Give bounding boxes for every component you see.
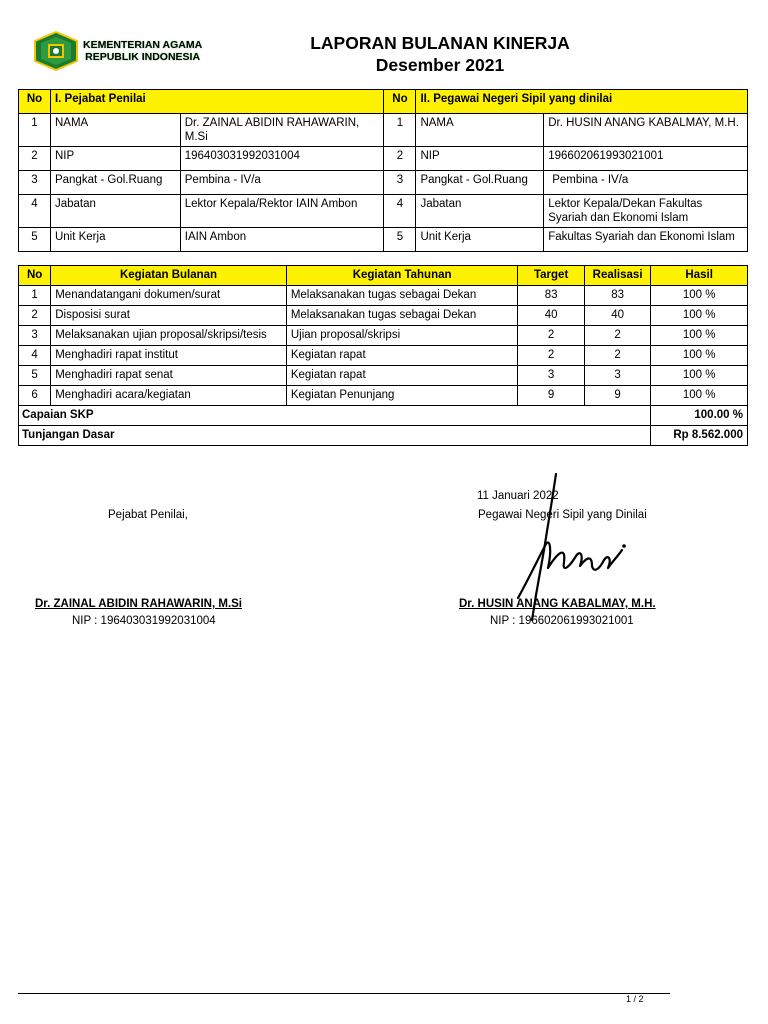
table-row: [19, 306, 748, 326]
col-pegawai-dinilai: II. Pegawai Negeri Sipil yang dinilai: [416, 90, 748, 114]
col-no: No: [19, 90, 51, 114]
hasil: 100 %: [651, 386, 748, 406]
kegiatan-bulanan: Menandatangani dokumen/surat: [51, 286, 287, 306]
kegiatan-bulanan: Menghadiri rapat institut: [51, 346, 287, 366]
row-no: 2: [19, 147, 51, 171]
col-no: No: [19, 266, 51, 286]
row-no: 3: [19, 171, 51, 195]
hasil: 100 %: [651, 346, 748, 366]
col-kegiatan-bulanan: Kegiatan Bulanan: [51, 266, 287, 286]
capaian-skp-value: 100.00 %: [651, 406, 748, 426]
row-no: 3: [19, 326, 51, 346]
pegawai-nip: NIP : 196602061993021001: [490, 615, 634, 627]
row-label: Jabatan: [50, 195, 180, 228]
title-line1: LAPORAN BULANAN KINERJA: [310, 33, 570, 53]
activities-table: [18, 265, 748, 446]
tunjangan-dasar-row: [19, 426, 748, 446]
target: 3: [518, 366, 584, 386]
col-target: Target: [518, 266, 584, 286]
pegawai-value: Fakultas Syariah dan Ekonomi Islam: [544, 228, 748, 252]
kegiatan-bulanan: Melaksanakan ujian proposal/skripsi/tesis: [51, 326, 287, 346]
row-label: Unit Kerja: [416, 228, 544, 252]
row-label: Unit Kerja: [50, 228, 180, 252]
row-no: 5: [384, 228, 416, 252]
kegiatan-tahunan: Melaksanakan tugas sebagai Dekan: [286, 306, 518, 326]
penilai-nip: NIP : 196403031992031004: [72, 615, 216, 627]
row-label: NAMA: [416, 114, 544, 147]
hasil: 100 %: [651, 286, 748, 306]
row-label: NIP: [50, 147, 180, 171]
row-label: NAMA: [50, 114, 180, 147]
row-no: 5: [19, 228, 51, 252]
pegawai-value: Pembina - IV/a: [544, 171, 748, 195]
kegiatan-tahunan: Kegiatan rapat: [286, 366, 518, 386]
table-row: [19, 346, 748, 366]
table-row: [19, 228, 748, 252]
page-number: 1 / 2: [626, 994, 644, 1004]
kegiatan-tahunan: Kegiatan rapat: [286, 346, 518, 366]
table-row: [19, 386, 748, 406]
penilai-name: Dr. ZAINAL ABIDIN RAHAWARIN, M.Si: [35, 598, 243, 610]
penilai-value: Dr. ZAINAL ABIDIN RAHAWARIN, M.Si: [180, 114, 384, 147]
table-row: [19, 366, 748, 386]
realisasi: 2: [584, 326, 650, 346]
hasil: 100 %: [651, 306, 748, 326]
realisasi: 2: [584, 346, 650, 366]
tunjangan-dasar-value: Rp 8.562.000: [651, 426, 748, 446]
ministry-logo: [33, 31, 79, 71]
pegawai-value: Lektor Kepala/Dekan Fakultas Syariah dan Ekonomi Islam: [544, 195, 748, 228]
table-row: [19, 114, 748, 147]
col-kegiatan-tahunan: Kegiatan Tahunan: [286, 266, 518, 286]
kegiatan-bulanan: Disposisi surat: [51, 306, 287, 326]
penilai-value: IAIN Ambon: [180, 228, 384, 252]
ministry-name: [83, 39, 202, 63]
realisasi: 9: [584, 386, 650, 406]
realisasi: 3: [584, 366, 650, 386]
footer-divider: [18, 993, 670, 994]
penilai-value: Pembina - IV/a: [180, 171, 384, 195]
col-hasil: Hasil: [651, 266, 748, 286]
table-row: [19, 286, 748, 306]
kegiatan-tahunan: Melaksanakan tugas sebagai Dekan: [286, 286, 518, 306]
row-no: 3: [384, 171, 416, 195]
row-no: 4: [384, 195, 416, 228]
target: 2: [518, 326, 584, 346]
row-label: NIP: [416, 147, 544, 171]
kegiatan-bulanan: Menghadiri rapat senat: [51, 366, 287, 386]
pegawai-value: Dr. HUSIN ANANG KABALMAY, M.H.: [544, 114, 748, 147]
pegawai-value: 196602061993021001: [544, 147, 748, 171]
realisasi: 40: [584, 306, 650, 326]
target: 40: [518, 306, 584, 326]
penilai-value: 196403031992031004: [180, 147, 384, 171]
table-row: [19, 195, 748, 228]
row-no: 4: [19, 346, 51, 366]
table-row: [19, 326, 748, 346]
report-title: [240, 32, 640, 76]
penilai-value: Lektor Kepala/Rektor IAIN Ambon: [180, 195, 384, 228]
tunjangan-dasar-label: Tunjangan Dasar: [19, 426, 651, 446]
target: 2: [518, 346, 584, 366]
table-row: [19, 171, 748, 195]
row-no: 2: [384, 147, 416, 171]
officials-table-header: [19, 90, 748, 114]
row-no: 6: [19, 386, 51, 406]
activities-table-header: [19, 266, 748, 286]
col-pejabat-penilai: I. Pejabat Penilai: [50, 90, 384, 114]
row-label: Pangkat - Gol.Ruang: [50, 171, 180, 195]
capaian-skp-row: [19, 406, 748, 426]
row-label: Jabatan: [416, 195, 544, 228]
pegawai-name: Dr. HUSIN ANANG KABALMAY, M.H.: [459, 598, 656, 610]
kegiatan-bulanan: Menghadiri acara/kegiatan: [51, 386, 287, 406]
capaian-skp-label: Capaian SKP: [19, 406, 651, 426]
target: 83: [518, 286, 584, 306]
hasil: 100 %: [651, 366, 748, 386]
kegiatan-tahunan: Kegiatan Penunjang: [286, 386, 518, 406]
officials-table: [18, 89, 748, 252]
row-label: Pangkat - Gol.Ruang: [416, 171, 544, 195]
row-no: 5: [19, 366, 51, 386]
row-no: 1: [19, 114, 51, 147]
kegiatan-tahunan: Ujian proposal/skripsi: [286, 326, 518, 346]
ministry-line1: KEMENTERIAN AGAMA: [83, 39, 203, 51]
table-row: [19, 147, 748, 171]
pegawai-role: Pegawai Negeri Sipil yang Dinilai: [478, 509, 647, 521]
row-no: 2: [19, 306, 51, 326]
row-no: 1: [19, 286, 51, 306]
ministry-line2: REPUBLIK INDONESIA: [85, 51, 201, 63]
col-no: No: [384, 90, 416, 114]
target: 9: [518, 386, 584, 406]
col-realisasi: Realisasi: [584, 266, 650, 286]
realisasi: 83: [584, 286, 650, 306]
row-no: 1: [384, 114, 416, 147]
signature-date: 11 Januari 2022: [477, 490, 559, 502]
title-line2: Desember 2021: [375, 55, 505, 75]
row-no: 4: [19, 195, 51, 228]
penilai-role: Pejabat Penilai,: [108, 509, 188, 521]
hasil: 100 %: [651, 326, 748, 346]
